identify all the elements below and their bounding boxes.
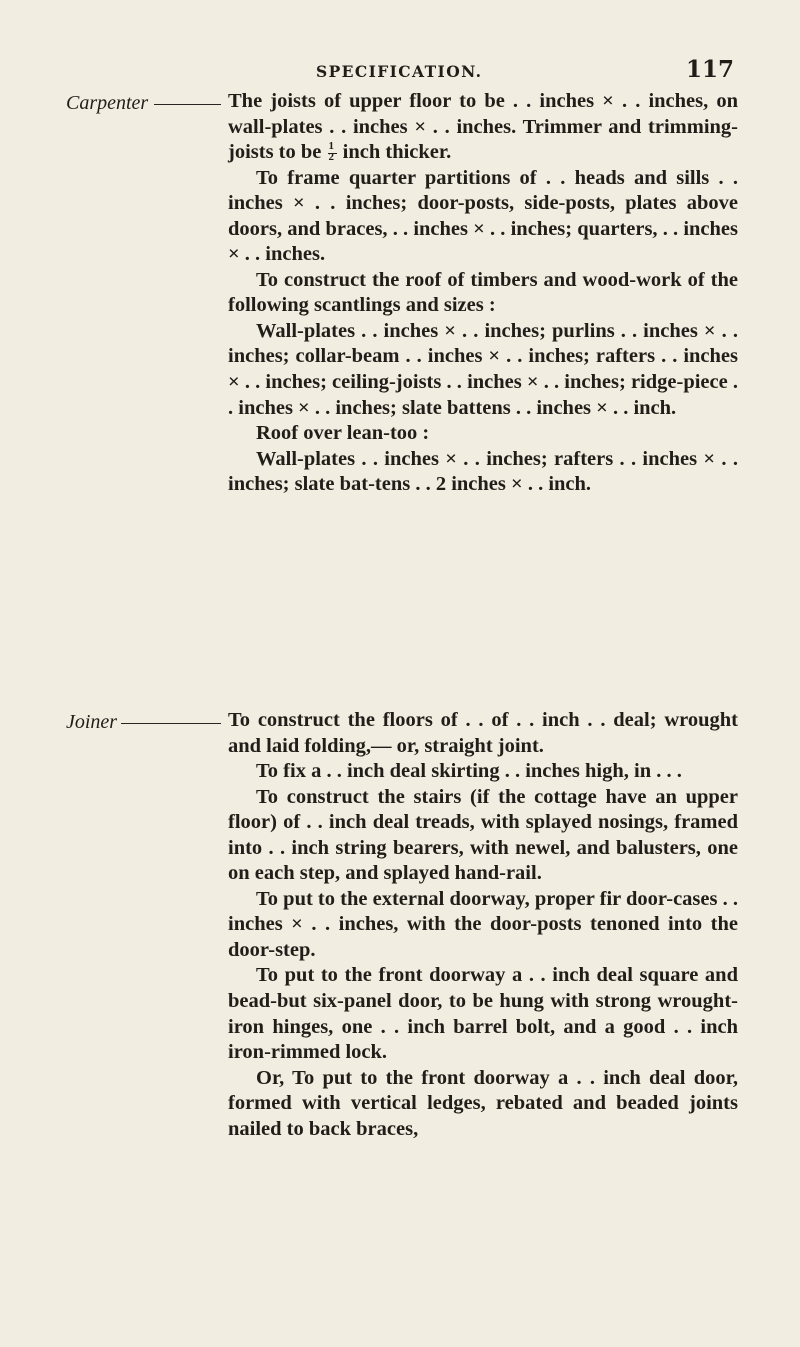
joiner-section — [228, 708, 738, 1142]
running-head: SPECIFICATION. — [316, 62, 483, 81]
carpenter-paragraph-1 — [228, 89, 738, 166]
carpenter-p1-text: The joists of upper floor to be . . inches × . . inches, on wall-plates . . inches × . . inches. Trimmer and trimming-joists to be — [228, 90, 738, 164]
joiner-leader-rule — [121, 723, 221, 724]
carpenter-paragraph-3: To construct the roof of timbers and wood-work of the following scantlings and sizes : — [228, 268, 738, 317]
page-header — [0, 58, 800, 88]
fraction-numerator: 1 — [328, 140, 335, 153]
fraction-denominator: 2 — [328, 151, 335, 164]
carpenter-section — [228, 89, 738, 498]
carpenter-leader-rule — [154, 104, 221, 105]
joiner-side-label: Joiner — [66, 711, 118, 733]
carpenter-p1-text-end: inch thicker. — [342, 141, 452, 164]
page-number: 117 — [685, 56, 734, 83]
carpenter-paragraph-6: Wall-plates . . inches × . . inches; rafters . . inches × . . inches; slate bat-tens . . 2 inches × . . inch. — [228, 447, 738, 496]
joiner-paragraph-2: To fix a . . inch deal skirting . . inches high, in . . . — [256, 760, 682, 783]
carpenter-paragraph-4: Wall-plates . . inches × . . inches; purlins . . inches × . . inches; collar-beam . . inches × . . inches; rafters . . inches × . . inches; ceiling-joists . . inches × . . inches; ridge-piece . . inches × . . inches; slate battens . . inches × . . inch. — [228, 319, 738, 419]
joiner-paragraph-6: Or, To put to the front doorway a . . inch deal door, formed with vertical ledges, rebated and beaded joints nailed to back braces, — [228, 1066, 738, 1140]
joiner-paragraph-3: To construct the stairs (if the cottage have an upper floor) of . . inch deal treads, with splayed nosings, framed into . . inch string bearers, with newel, and balusters, one on each step, and splayed hand-rail. — [228, 785, 738, 885]
half-fraction — [327, 140, 338, 164]
carpenter-paragraph-5: Roof over lean-too : — [256, 422, 430, 445]
joiner-paragraph-1: To construct the floors of . . of . . inch . . deal; wrought and laid folding,— or, straight joint. — [228, 709, 738, 757]
joiner-paragraph-4: To put to the external doorway, proper fir door-cases . . inches × . . inches, with the door-posts tenoned into the door-step. — [228, 887, 738, 961]
joiner-paragraph-5: To put to the front doorway a . . inch deal square and bead-but six-panel door, to be hung with strong wrought-iron hinges, one . . inch barrel bolt, and a good . . inch iron-rimmed lock. — [228, 964, 738, 1064]
carpenter-side-label: Carpenter — [66, 92, 149, 114]
carpenter-paragraph-2: To frame quarter partitions of . . heads and sills . . inches × . . inches; door-posts, side-posts, plates above doors, and braces, . . inches × . . inches; quarters, . . inches × . . inches. — [228, 166, 738, 266]
